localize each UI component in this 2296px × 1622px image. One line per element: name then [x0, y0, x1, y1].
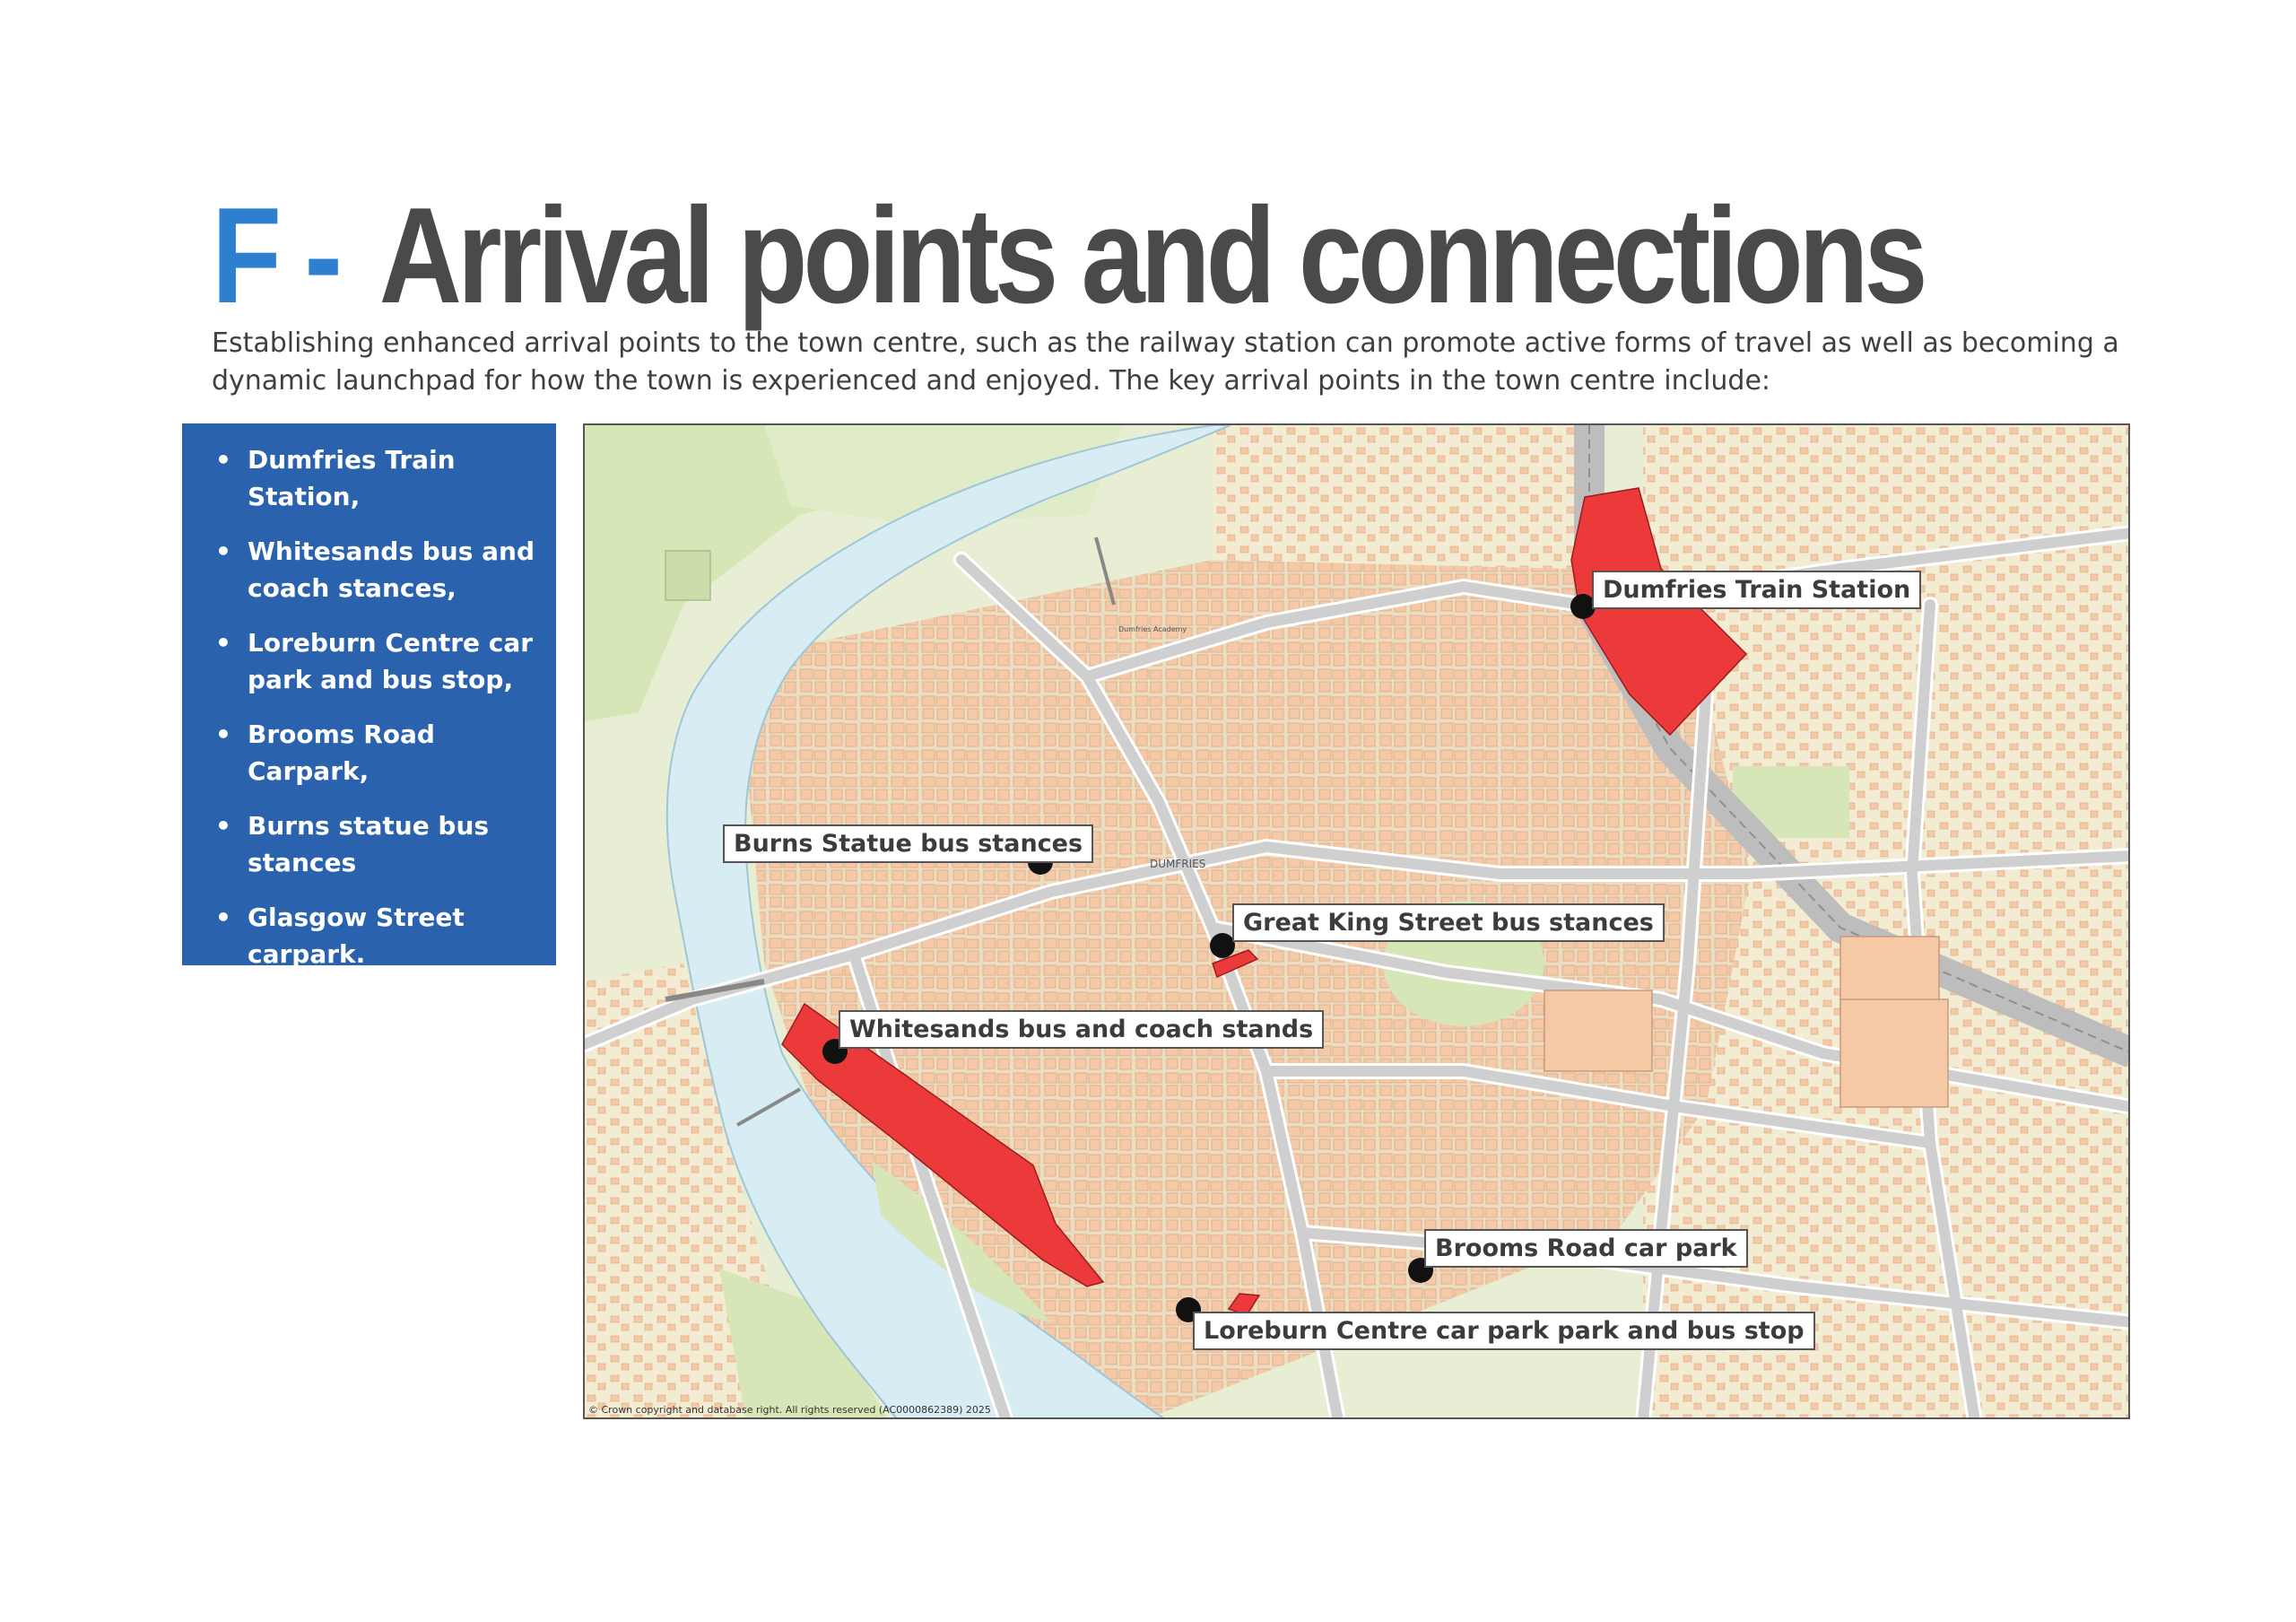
school-pitch [665, 551, 710, 600]
brooms-road-label: Brooms Road car park [1424, 1229, 1748, 1268]
copyright-notice: © Crown copyright and database right. All rights reserved (AC0000862389) 2025 [588, 1404, 991, 1416]
east-building [1544, 990, 1652, 1071]
arrival-points-sidebar [182, 423, 556, 969]
list-item [215, 533, 538, 606]
list-item [215, 807, 538, 881]
list-item [215, 624, 538, 698]
list-item-text: Dumfries Train Station, [248, 445, 456, 511]
page-title [212, 179, 1923, 332]
burns-statue-label: Burns Statue bus stances [723, 824, 1093, 863]
list-item [215, 441, 538, 515]
list-item [215, 716, 538, 789]
bullet-icon: • [215, 719, 231, 749]
loreburn-label: Loreburn Centre car park park and bus stop [1193, 1312, 1815, 1350]
list-item [215, 899, 538, 972]
town-centre-map [583, 423, 2130, 1419]
title-dash: - [304, 179, 338, 332]
list-item-text: Brooms Road Carpark, [248, 719, 435, 786]
intro-paragraph: Establishing enhanced arrival points to the town centre, such as the railway station can promote active forms of travel as well as becoming a dynamic launchpad for how the town is experienced and enjoyed. The key arrival points in the town centre include: [212, 327, 2119, 397]
list-item-text: Whitesands bus and coach stances, [248, 536, 535, 603]
supermarket-building [1840, 999, 1948, 1107]
great-king-street-label: Great King Street bus stances [1232, 903, 1665, 942]
residential-north [1213, 425, 1580, 569]
arrival-points-list [215, 441, 538, 972]
train-station-label: Dumfries Train Station [1592, 571, 1921, 609]
bullet-icon: • [215, 628, 231, 658]
list-item-text: Burns statue bus stances [248, 811, 490, 877]
academy-place-label: Dumfries Academy [1118, 625, 1187, 633]
bullet-icon: • [215, 445, 231, 475]
whitesands-label: Whitesands bus and coach stands [839, 1010, 1324, 1049]
list-item-text: Loreburn Centre car park and bus stop, [248, 628, 534, 694]
town-place-label: DUMFRIES [1150, 858, 1206, 870]
bullet-icon: • [215, 536, 231, 566]
great-king-street-marker [1210, 933, 1235, 958]
bullet-icon: • [215, 903, 231, 932]
title-text: Arrival points and connections [378, 179, 1924, 332]
list-item-text: Glasgow Street carpark. [248, 903, 465, 969]
title-letter: F [212, 179, 277, 332]
bullet-icon: • [215, 811, 231, 841]
